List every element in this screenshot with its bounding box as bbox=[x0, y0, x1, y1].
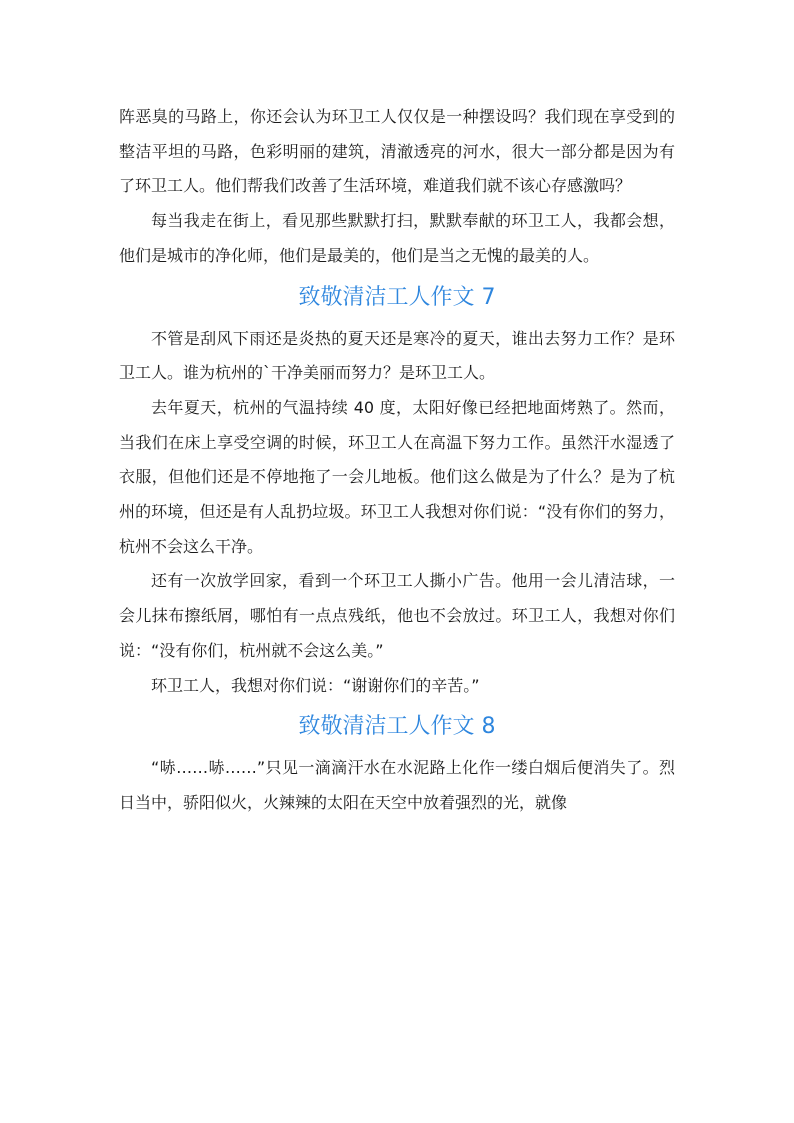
section-heading-7: 致敬清洁工人作文 7 bbox=[298, 284, 496, 310]
document-page bbox=[119, 100, 675, 821]
paragraph-closing: 每当我走在街上，看见那些默默打扫，默默奉献的环卫工人，我都会想，他们是城市的净化师，他们是最美的，他们是当之无愧的最美的人。 bbox=[119, 211, 675, 265]
section8-paragraph-1: “哧……哧……”只见一滴滴汗水在水泥路上化作一缕白烟后便消失了。烈日当中，骄阳似火，火辣辣的太阳在天空中放着强烈的光，就像 bbox=[119, 758, 675, 812]
section7-paragraph-2: 去年夏天，杭州的气温持续 40 度，太阳好像已经把地面烤熟了。然而，当我们在床上享受空调的时候，环卫工人在高温下努力工作。虽然汗水湿透了衣服，但他们还是不停地拖了一会儿地板。他们这么做是为了什么？是为了杭州的环境，但还是有人乱扔垃圾。环卫工人我想对你们说：“没有你们的努力，杭州不会这么干净。 bbox=[119, 397, 675, 556]
section7-paragraph-1: 不管是刮风下雨还是炎热的夏天还是寒冷的夏天，谁出去努力工作？是环卫工人。谁为杭州的`干净美丽而努力？是环卫工人。 bbox=[119, 328, 675, 383]
paragraph-continuation: 阵恶臭的马路上，你还会认为环卫工人仅仅是一种摆设吗？我们现在享受到的整洁平坦的马路，色彩明丽的建筑，清澈透亮的河水，很大一部分都是因为有了环卫工人。他们帮我们改善了生活环境，难道我们就不该心存感激吗？ bbox=[119, 107, 675, 196]
section7-paragraph-4: 环卫工人，我想对你们说：“谢谢你们的辛苦。” bbox=[151, 675, 480, 695]
section7-paragraph-3: 还有一次放学回家，看到一个环卫工人撕小广告。他用一会儿清洁球，一会儿抹布擦纸屑，哪怕有一点点残纸，他也不会放过。环卫工人，我想对你们说：“没有你们，杭州就不会这么美。” bbox=[119, 571, 675, 660]
section-heading-8: 致敬清洁工人作文 8 bbox=[298, 714, 496, 740]
